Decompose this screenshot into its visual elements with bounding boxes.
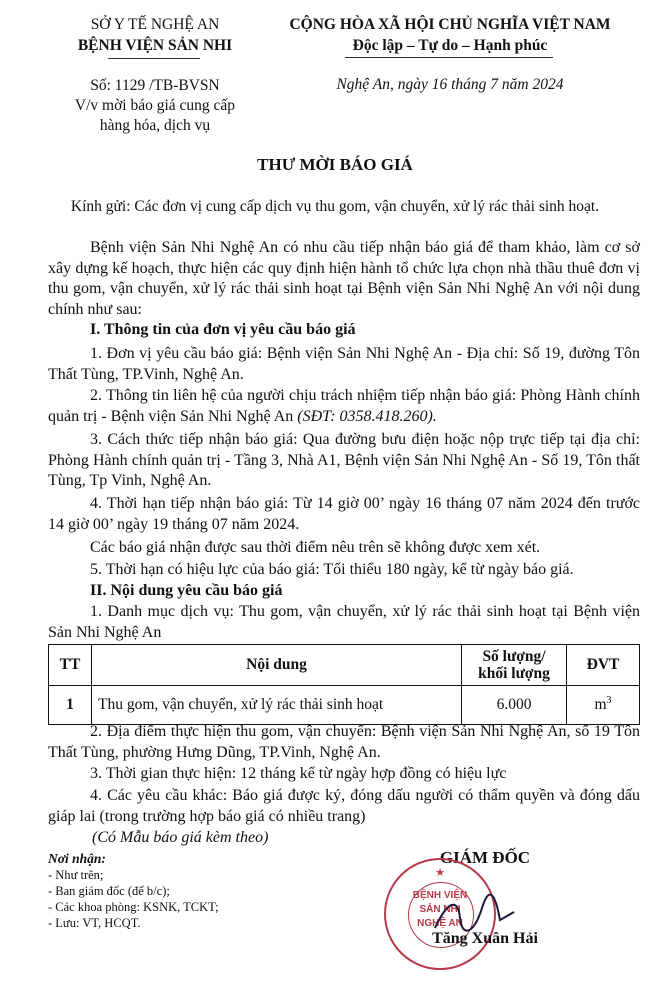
seal-line3: NGHỆ AN	[417, 918, 463, 929]
row-content: Thu gom, vận chuyển, xử lý rác thải sinh hoạt	[92, 686, 462, 725]
ministry-name: SỞ Y TẾ NGHỆ AN	[90, 16, 220, 33]
row-unit	[567, 686, 640, 725]
recipient-item: - Các khoa phòng: KSNK, TCKT;	[48, 900, 219, 914]
table-row	[49, 686, 640, 725]
recipient-item: - Lưu: VT, HCQT.	[48, 916, 141, 930]
issuer-block	[40, 14, 270, 56]
hospital-name: BỆNH VIỆN SẢN NHI	[77, 37, 233, 54]
service-table	[48, 644, 640, 725]
recipients-heading: Nơi nhận:	[48, 851, 106, 866]
row-qty: 6.000	[462, 686, 567, 725]
greeting-line: Kính gửi: Các đơn vị cung cấp dịch vụ thu gom, vận chuyển, xử lý rác thải sinh hoạt.	[70, 198, 600, 215]
doc-reference	[40, 76, 270, 136]
section1-heading: I. Thông tin của đơn vị yêu cầu báo giá	[90, 321, 356, 338]
country-name: CỘNG HÒA XÃ HỘI CHỦ NGHĨA VIỆT NAM	[289, 16, 611, 33]
col-qty-line1: Số lượng/	[482, 648, 546, 665]
seal-line1: BỆNH VIỆN	[412, 890, 468, 901]
section1-item3: 3. Cách thức tiếp nhận báo giá: Qua đường bưu điện hoặc nộp trực tiếp tại địa chỉ: Phòng Hành chính quản trị - Tầng 3, Nhà A1, Bệnh viện Sản Nhi Nghệ An - Số 19, Tôn thất Tùng, Tp Vinh, Nghệ An.	[48, 431, 640, 489]
col-content: Nội dung	[92, 645, 462, 686]
row-tt: 1	[49, 686, 92, 725]
doc-subject-line2: hàng hóa, dịch vụ	[99, 117, 211, 134]
signer-name: Tăng Xuân Hải	[432, 930, 538, 947]
doc-number: Số: 1129 /TB-BVSN	[90, 77, 220, 94]
seal-star-icon: ★	[435, 867, 445, 879]
row-unit-base: m	[594, 696, 607, 714]
national-header	[270, 14, 630, 56]
section1-item2-phone: (SĐT: 0358.418.260).	[297, 407, 437, 425]
section1-item2-text: 2. Thông tin liên hệ của người chịu trách nhiệm tiếp nhận báo giá: Phòng Hành chính quản trị - Bệnh viện Sản Nhi Nghệ An	[48, 387, 640, 425]
recipients-block	[48, 851, 348, 931]
table-header-row	[49, 645, 640, 686]
intro-paragraph: Bệnh viện Sản Nhi Nghệ An có nhu cầu tiếp nhận báo giá để tham khảo, làm cơ sở xây dựng kế hoạch, thực hiện các quy định hiện hành tổ chức lựa chọn nhà thầu thuê đơn vị thu gom, vận chuyển, xử lý rác thải sinh hoạt tại Bệnh viện Sản Nhi Nghệ An với nội dung chính như sau:	[48, 239, 640, 318]
place-date: Nghệ An, ngày 16 tháng 7 năm 2024	[336, 76, 564, 93]
doc-subject-line1: V/v mời báo giá cung cấp	[74, 97, 236, 114]
section2-item1: 1. Danh mục dịch vụ: Thu gom, vận chuyển, xử lý rác thải sinh hoạt tại Bệnh viện Sản Nhi Nghệ An	[48, 603, 640, 641]
section1-item5: 5. Thời hạn có hiệu lực của báo giá: Tối thiểu 180 ngày, kể từ ngày báo giá.	[90, 561, 574, 578]
recipient-item: - Như trên;	[48, 868, 104, 882]
section1-item2	[48, 386, 640, 427]
section1-item1: 1. Đơn vị yêu cầu báo giá: Bệnh viện Sản Nhi Nghệ An - Địa chỉ: Số 19, đường Tôn Thất Tùng, TP.Vinh, Nghệ An.	[48, 345, 640, 383]
motto-underline	[345, 57, 553, 58]
section2-heading: II. Nội dung yêu cầu báo giá	[90, 582, 283, 599]
section2-item4: 4. Các yêu cầu khác: Báo giá được ký, đóng dấu người có thẩm quyền và đóng dấu giáp lai (trong trường hợp báo giá có nhiều trang)	[48, 787, 640, 825]
col-unit: ĐVT	[567, 645, 640, 686]
section2-item2: 2. Địa điểm thực hiện thu gom, vận chuyển: Bệnh viện Sản Nhi Nghệ An, số 19 Tôn Thất Tùng, phường Hưng Dũng, TP.Vinh, Nghệ An.	[48, 723, 640, 761]
seal-line2: SẢN NHI	[419, 904, 461, 915]
section1-item4: 4. Thời hạn tiếp nhận báo giá: Từ 14 giờ 00’ ngày 16 tháng 07 năm 2024 đến trước 14 giờ 00’ ngày 19 tháng 07 năm 2024.	[48, 495, 640, 533]
signer-title: GIÁM ĐỐC	[439, 848, 531, 867]
national-motto: Độc lập – Tự do – Hạnh phúc	[352, 37, 548, 54]
col-qty	[462, 645, 567, 686]
col-tt: TT	[49, 645, 92, 686]
row-unit-sup: 3	[606, 695, 612, 707]
letter-title: THƯ MỜI BÁO GIÁ	[257, 155, 413, 174]
recipient-item: - Ban giám đốc (để b/c);	[48, 884, 170, 898]
attachment-note: (Có Mẫu báo giá kèm theo)	[92, 829, 269, 846]
issuer-underline	[108, 58, 200, 59]
col-qty-line2: khối lượng	[478, 665, 550, 682]
section1-note: Các báo giá nhận được sau thời điểm nêu trên sẽ không được xem xét.	[90, 539, 541, 556]
section2-item3: 3. Thời gian thực hiện: 12 tháng kể từ ngày hợp đồng có hiệu lực	[90, 765, 507, 782]
